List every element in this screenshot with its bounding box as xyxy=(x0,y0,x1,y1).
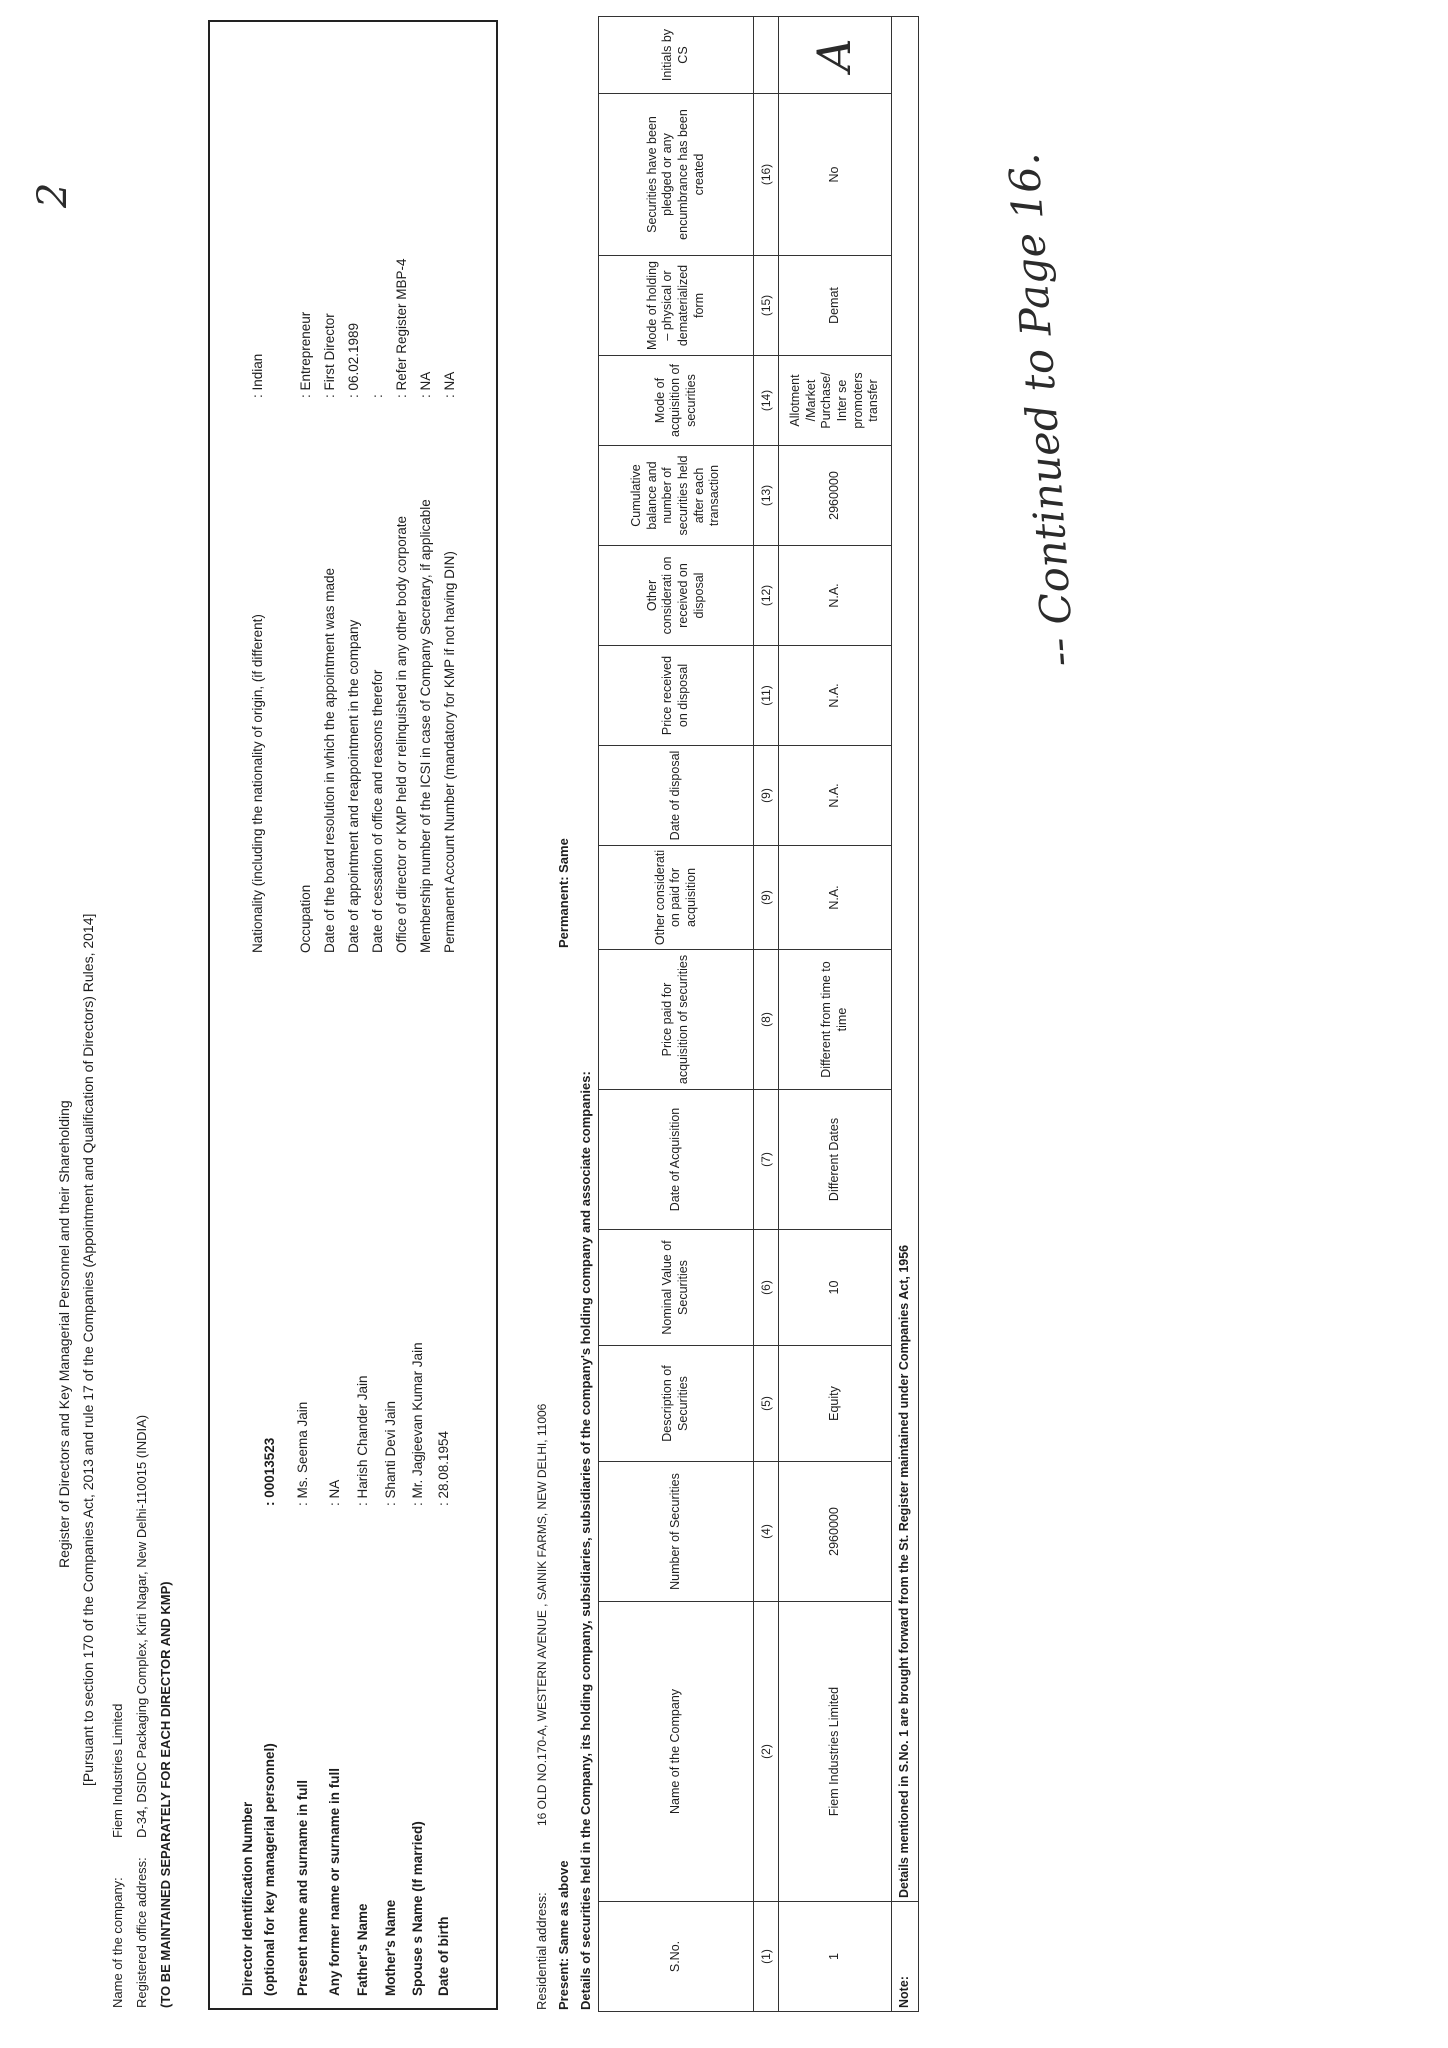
col-number: (13) xyxy=(754,446,779,546)
continued-note: -- Continued to Page 16. xyxy=(999,151,1084,668)
icsi-label: Membership number of the ICSI in case of Company Secretary, if applicable xyxy=(418,499,433,953)
pan-value: : NA xyxy=(442,371,457,398)
note-row xyxy=(892,17,919,2012)
header-other-consideration-paid: Other considerati on paid for acquisition xyxy=(599,846,754,950)
header-other-consideration-received: Other considerati on received on disposal xyxy=(599,546,754,646)
mother-name-value: : Shanti Devi Jain xyxy=(383,1400,398,1506)
residential-label: Residential address: xyxy=(534,1892,549,2010)
cell-pledged: No xyxy=(779,94,892,256)
dob-label: Date of birth xyxy=(436,1916,451,1996)
header-company-name: Name of the Company xyxy=(599,1602,754,1902)
cell-other-consideration-paid: N.A. xyxy=(779,846,892,950)
instruction-text: (TO BE MAINTAINED SEPARATELY FOR EACH DIRECTOR AND KMP) xyxy=(158,1581,173,2008)
securities-table xyxy=(598,16,919,2012)
register-title: Register of Directors and Key Managerial Personnel and their Shareholding xyxy=(56,1100,72,1568)
office-label: Registered office address: xyxy=(134,1857,149,2008)
table-header-row xyxy=(599,17,754,2012)
icsi-value: : NA xyxy=(418,371,433,398)
header-price-received: Price received on disposal xyxy=(599,646,754,746)
pan-label: Permanent Account Number (mandatory for KMP if not having DIN) xyxy=(442,551,457,953)
director-details-box xyxy=(208,20,498,2010)
permanent-address: Permanent: Same xyxy=(556,838,571,948)
col-number: (14) xyxy=(754,356,779,446)
cell-nominal-value: 10 xyxy=(779,1230,892,1346)
mother-name-label: Mother's Name xyxy=(383,1899,398,1996)
header-mode-holding: Mode of holding – physical or dematerialized form xyxy=(599,256,754,356)
header-description: Description of Securities xyxy=(599,1346,754,1462)
register-subtitle: [Pursuant to section 170 of the Companies Act, 2013 and rule 17 of the Companies (Appointment and Qualification of Directors) Rules, 2014] xyxy=(80,913,96,1786)
residential-value: 16 OLD NO.170-A, WESTERN AVENUE , SAINIK FARMS, NEW DELHI, 11006 xyxy=(535,1403,549,1826)
header-mode-acquisition: Mode of acquisition of securities xyxy=(599,356,754,446)
header-date-acquisition: Date of Acquisition xyxy=(599,1090,754,1230)
col-number: (11) xyxy=(754,646,779,746)
cell-company-name: Fiem Industries Limited xyxy=(779,1602,892,1902)
father-name-value: : Harish Chander Jain xyxy=(355,1375,370,1506)
dob-value: : 28.08.1954 xyxy=(436,1430,451,1506)
din-value: : 00013523 xyxy=(262,1437,277,1506)
page-number: 2 xyxy=(30,182,76,208)
col-number: (12) xyxy=(754,546,779,646)
cell-price-paid: Different from time to time xyxy=(779,950,892,1090)
header-date-disposal: Date of disposal xyxy=(599,746,754,846)
header-cumulative-balance: Cumulative balance and number of securities held after each transaction xyxy=(599,446,754,546)
col-number: (8) xyxy=(754,950,779,1090)
col-number: (9) xyxy=(754,746,779,846)
col-number: (5) xyxy=(754,1346,779,1462)
note-label: Note: xyxy=(892,1902,919,2012)
cell-sno: 1 xyxy=(779,1902,892,2012)
cell-other-consideration-received: N.A. xyxy=(779,546,892,646)
col-number: (2) xyxy=(754,1602,779,1902)
column-number-row xyxy=(754,17,779,2012)
col-number: (1) xyxy=(754,1902,779,2012)
header-initials: Initials by CS xyxy=(599,17,754,94)
col-number: (7) xyxy=(754,1090,779,1230)
other-office-label: Office of director or KMP held or relinquished in any other body corporate xyxy=(394,516,409,953)
present-name-value: : Ms. Seema Jain xyxy=(295,1401,310,1506)
cell-date-acquisition: Different Dates xyxy=(779,1090,892,1230)
former-name-value: : NA xyxy=(327,1479,342,1506)
cell-mode-acquisition: Allotment /Market Purchase/ Inter se promoters transfer xyxy=(779,356,892,446)
din-optional-label: (optional for key managerial personnel) xyxy=(262,1743,277,1996)
cell-date-disposal: N.A. xyxy=(779,746,892,846)
cell-initials-signature: A xyxy=(779,17,892,94)
nationality-value: : Indian xyxy=(250,353,265,398)
note-text: Details mentioned in S.No. 1 are brought forward from the St. Register maintained under Companies Act, 1956 xyxy=(892,17,919,1902)
col-number: (15) xyxy=(754,256,779,356)
col-number: (9) xyxy=(754,846,779,950)
cell-cumulative-balance: 2960000 xyxy=(779,446,892,546)
office-value: D-34, DSIDC Packaging Complex, Kirti Nagar, New Delhi-110015 (INDIA) xyxy=(134,1414,149,1838)
securities-heading: Details of securities held in the Company, its holding company, subsidiaries, subsidiaries of the company's holding company and associate companies: xyxy=(578,1071,593,2010)
appointment-date-label: Date of appointment and reappointment in the company xyxy=(346,619,361,953)
former-name-label: Any former name or surname in full xyxy=(327,1767,342,1996)
present-name-label: Present name and surname in full xyxy=(295,1779,310,1996)
header-sno: S.No. xyxy=(599,1902,754,2012)
occupation-value: : Entrepreneur xyxy=(298,311,313,398)
board-resolution-label: Date of the board resolution in which the appointment was made xyxy=(322,568,337,953)
header-number-of-securities: Number of Securities xyxy=(599,1462,754,1602)
occupation-label: Occupation xyxy=(298,884,313,953)
company-name-label: Name of the company: xyxy=(110,1877,125,2008)
other-office-value: : Refer Register MBP-4 xyxy=(394,258,409,398)
spouse-name-label: Spouse s Name (If married) xyxy=(410,1821,425,1996)
cessation-label: Date of cessation of office and reasons therefor xyxy=(370,669,385,953)
father-name-label: Father's Name xyxy=(355,1903,370,1996)
col-number xyxy=(754,17,779,94)
board-resolution-value: : First Director xyxy=(322,313,337,398)
header-nominal-value: Nominal Value of Securities xyxy=(599,1230,754,1346)
col-number: (6) xyxy=(754,1230,779,1346)
spouse-name-value: : Mr. Jagjeevan Kumar Jain xyxy=(410,1342,425,1506)
table-row xyxy=(779,17,892,2012)
nationality-label: Nationality (including the nationality of origin, (if different) xyxy=(250,614,265,953)
cell-price-received: N.A. xyxy=(779,646,892,746)
company-name-value: Fiem Industries Limited xyxy=(110,1703,125,1838)
present-address: Present: Same as above xyxy=(556,1860,571,2010)
cell-number-of-securities: 2960000 xyxy=(779,1462,892,1602)
header-price-paid: Price paid for acquisition of securities xyxy=(599,950,754,1090)
cell-mode-holding: Demat xyxy=(779,256,892,356)
appointment-date-value: : 06.02.1989 xyxy=(346,322,361,398)
header-pledged: Securities have been pledged or any encumbrance has been created xyxy=(599,94,754,256)
din-label: Director Identification Number xyxy=(240,1801,255,1996)
col-number: (16) xyxy=(754,94,779,256)
cell-description: Equity xyxy=(779,1346,892,1462)
cessation-value: : xyxy=(370,394,385,398)
col-number: (4) xyxy=(754,1462,779,1602)
